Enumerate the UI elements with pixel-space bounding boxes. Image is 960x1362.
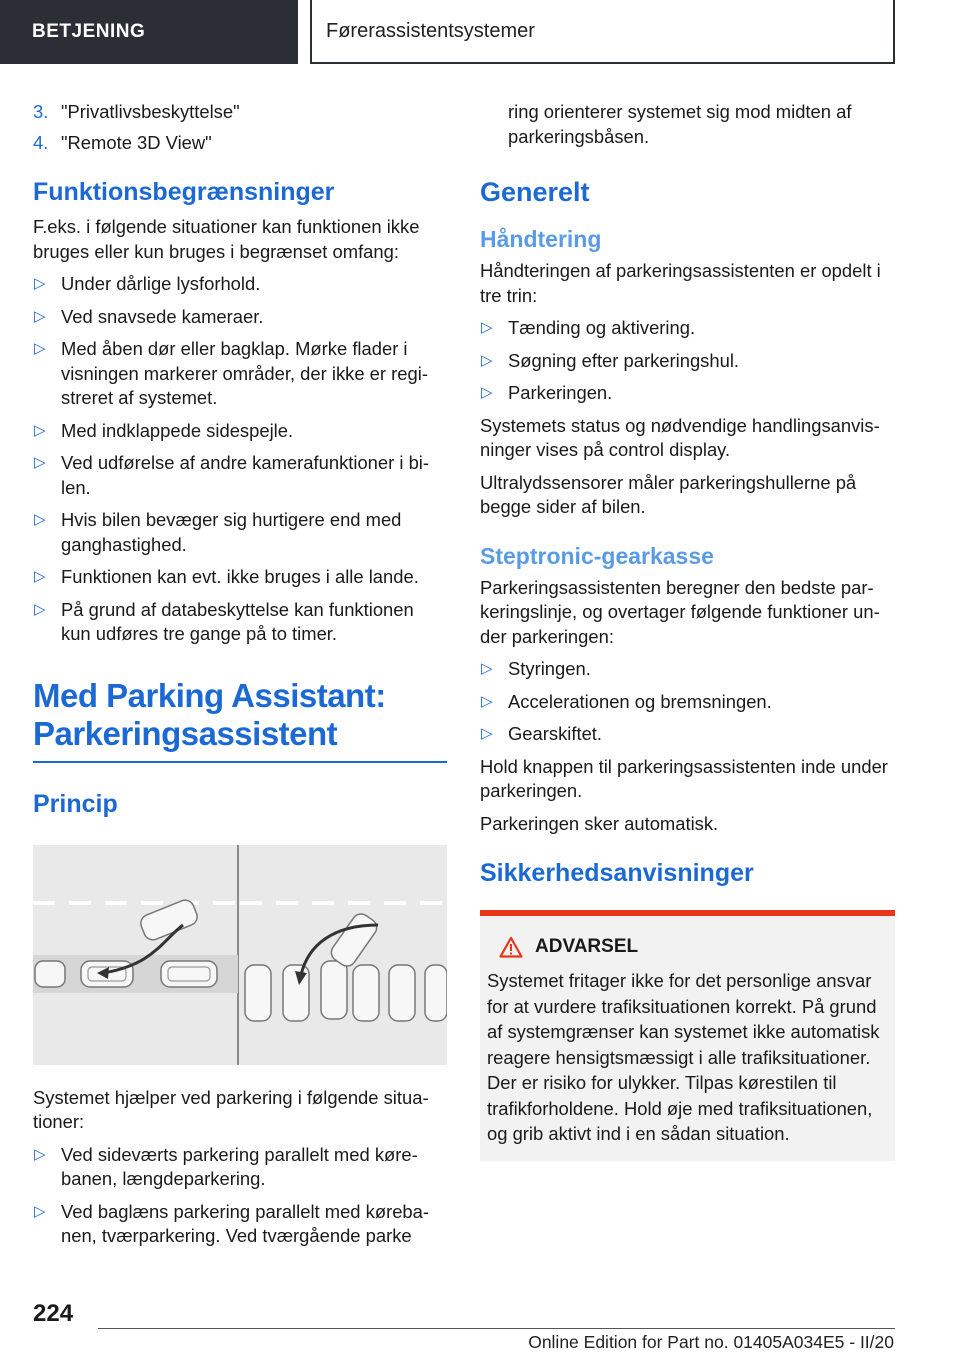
triangle-right-icon: ▷ bbox=[34, 307, 46, 325]
warning-triangle-icon bbox=[499, 936, 523, 958]
status-text: Systemets status og nødvendige handlingsanvisninger vises på control display. bbox=[480, 414, 880, 460]
list-item: ▷ Med indklappede sidespejle. bbox=[33, 419, 447, 444]
auto-text: Parkeringen sker automatisk. bbox=[480, 812, 719, 834]
triangle-right-icon: ▷ bbox=[481, 351, 493, 369]
triangle-right-icon: ▷ bbox=[34, 454, 46, 471]
triangle-right-icon: ▷ bbox=[34, 340, 46, 357]
list-item: ▷ Parkeringen. bbox=[480, 381, 895, 406]
list-item: ▷ Tænding og aktivering. bbox=[480, 316, 895, 341]
steptronic-list bbox=[480, 657, 895, 747]
triangle-right-icon: ▷ bbox=[481, 660, 493, 677]
parking-illustration bbox=[33, 845, 447, 1065]
triangle-right-icon: ▷ bbox=[481, 384, 493, 401]
list-item: ▷ Gearskiftet. bbox=[480, 722, 895, 747]
numbered-item: 4. "Remote 3D View" bbox=[33, 131, 212, 153]
right-column bbox=[480, 100, 895, 1161]
section-tab: BETJENING bbox=[0, 0, 298, 64]
general-heading: Generelt bbox=[480, 177, 590, 207]
list-item: ▷ Accelerationen og bremsningen. bbox=[480, 690, 895, 715]
triangle-right-icon: ▷ bbox=[34, 1145, 46, 1163]
main-heading: Med Parking Assistant: Parkeringsassistent bbox=[33, 677, 447, 763]
numbered-item: 3. "Privatlivsbeskyttelse" bbox=[33, 101, 240, 122]
safety-heading: Sikkerhedsanvisninger bbox=[480, 859, 754, 887]
list-item: ▷ Ved snavsede kameraer. bbox=[33, 305, 447, 330]
list-item: ▷ Med åben dør eller bagklap. Mørke flader i visningen markerer områder, der ikke er registreret af systemet. bbox=[34, 338, 428, 408]
list-item: ▷ Ved udførelse af andre kamerafunktioner i bilen. bbox=[34, 452, 430, 498]
principle-heading: Princip bbox=[33, 789, 118, 818]
principle-list bbox=[33, 1143, 447, 1249]
page-number: 224 bbox=[33, 1300, 74, 1327]
triangle-right-icon: ▷ bbox=[481, 725, 493, 742]
handling-list bbox=[480, 316, 895, 406]
triangle-right-icon: ▷ bbox=[34, 600, 46, 618]
list-item: ▷ Styringen. bbox=[480, 657, 895, 682]
list-item: ▷ Søgning efter parkeringshul. bbox=[480, 349, 895, 374]
list-item: ▷ Hvis bilen bevæger sig hurtigere end med ganghastighed. bbox=[34, 509, 402, 555]
footer-divider bbox=[98, 1328, 895, 1329]
handling-intro: Håndteringen af parkeringsassistenten er opdelt i tre trin: bbox=[480, 260, 881, 306]
chapter-title: Førerassistentsystemer bbox=[310, 0, 895, 64]
triangle-right-icon: ▷ bbox=[481, 319, 493, 336]
list-item: ▷ Ved baglæns parkering parallelt med kørebanen, tværparkering. Ved tværgående parke bbox=[34, 1200, 430, 1246]
limits-intro: F.eks. i følgende situationer kan funktionen ikke bruges eller kun bruges i begrænset omfang: bbox=[33, 216, 420, 262]
principle-intro: Systemet hjælper ved parkering i følgende situationer: bbox=[33, 1086, 429, 1132]
sensor-text: Ultralydssensorer måler parkeringshullerne på begge sider af bilen. bbox=[480, 471, 857, 517]
warning-title: ADVARSEL bbox=[487, 936, 887, 958]
limits-heading: Funktionsbegrænsninger bbox=[33, 178, 335, 206]
triangle-right-icon: ▷ bbox=[34, 1202, 46, 1220]
warning-text: Systemet fritager ikke for det personlige ansvar for at vurdere trafiksituationen korrekt. På grund af systemgrænser kan systemet ikke automatisk reagere hensigtsmæssigt i alle trafiksituationer. Der er risiko for ulykker. Tilpas kørestilen til trafikforholdene. Hold øje med trafiksituationen, og grib aktivt ind i en sådan situation. bbox=[487, 970, 880, 1144]
triangle-right-icon: ▷ bbox=[481, 692, 493, 710]
list-item: ▷ Under dårlige lysforhold. bbox=[33, 272, 447, 297]
left-column bbox=[33, 100, 447, 1257]
hold-text: Hold knappen til parkeringsassistenten inde under parkeringen. bbox=[480, 755, 888, 801]
triangle-right-icon: ▷ bbox=[34, 511, 46, 528]
triangle-right-icon: ▷ bbox=[34, 568, 46, 585]
steptronic-heading: Steptronic-gearkasse bbox=[480, 542, 714, 569]
continued-text: ring orienterer systemet sig mod midten af parkeringsbåsen. bbox=[508, 101, 852, 147]
triangle-right-icon: ▷ bbox=[34, 421, 46, 439]
warning-box bbox=[480, 910, 895, 1161]
edition-footer: Online Edition for Part no. 01405A034E5 - II/20 bbox=[528, 1332, 894, 1352]
list-item: ▷ Ved sideværts parkering parallelt med kørebanen, længdeparkering. bbox=[34, 1143, 418, 1189]
list-item: ▷ Funktionen kan evt. ikke bruges i alle lande. bbox=[33, 565, 447, 590]
steptronic-intro: Parkeringsassistenten beregner den bedste parkeringslinje, og overtager følgende funktioner under parkeringen: bbox=[480, 576, 880, 647]
handling-heading: Håndtering bbox=[480, 226, 602, 252]
limits-list bbox=[33, 272, 447, 647]
triangle-right-icon: ▷ bbox=[34, 275, 46, 292]
list-item: ▷ På grund af databeskyttelse kan funktionen kun udføres tre gange på to timer. bbox=[34, 598, 414, 644]
